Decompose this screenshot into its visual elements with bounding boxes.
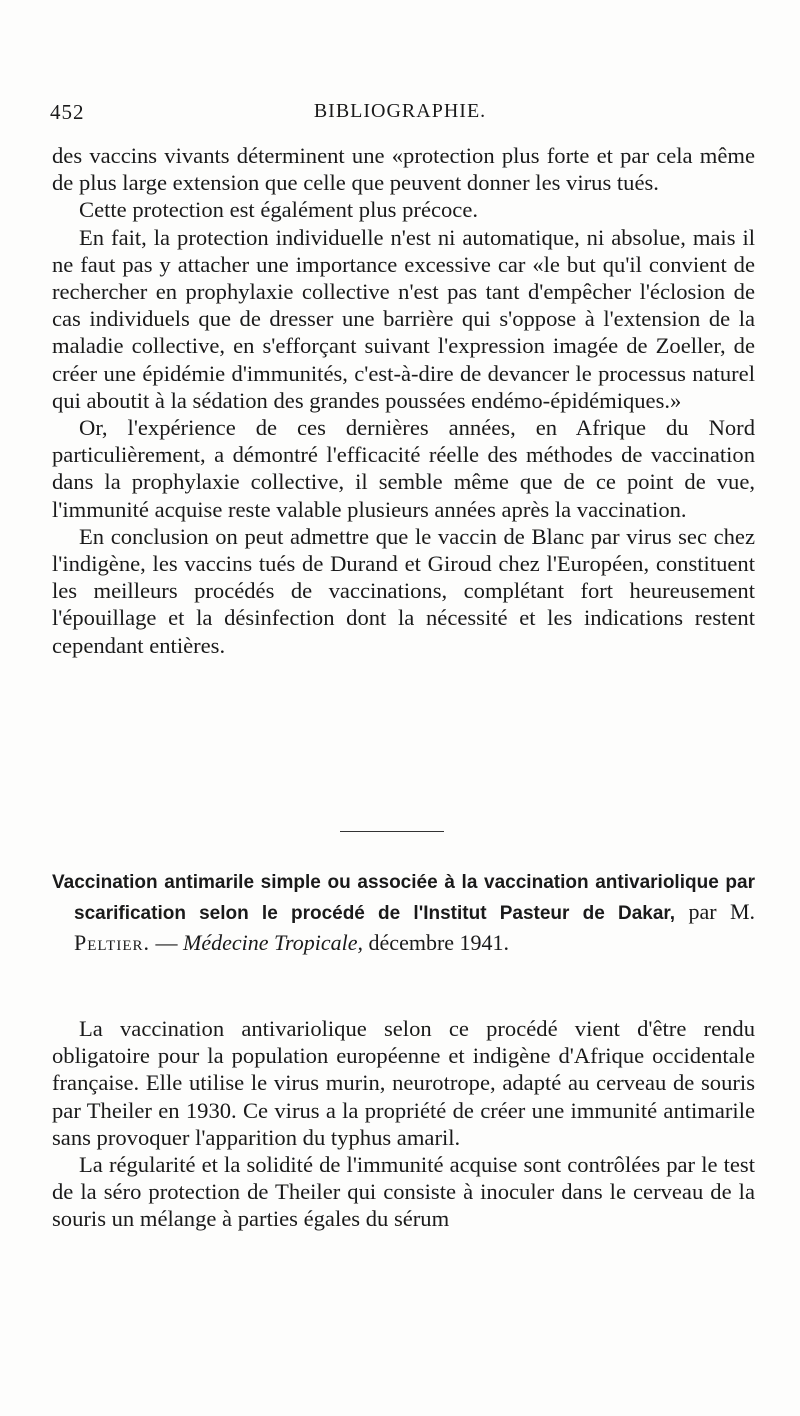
page-header	[50, 100, 750, 130]
entry-title: Vaccination antimarile simple ou associée à la vaccination antivariolique par scarification selon le procédé de l'Institut Pasteur de Dakar,	[52, 872, 755, 924]
paragraph: En conclusion on peut admettre que le vaccin de Blanc par virus sec chez l'indigène, les vaccins tués de Durand et Giroud chez l'Européen, constituent les meilleurs procédés de vaccinations, complétant fort heureusement l'épouillage et la désinfection dont la nécessité et les indications restent cependant entières.	[52, 523, 755, 658]
paragraph: Or, l'expérience de ces dernières années, en Afrique du Nord particulièrement, a démontré l'efficacité réelle des méthodes de vaccination dans la prophylaxie collective, il semble même que de ce point de vue, l'immunité acquise reste valable plusieurs années après la vaccination.	[52, 415, 755, 522]
entry-citation	[52, 866, 755, 957]
review-body	[52, 1015, 755, 1233]
running-title: BIBLIOGRAPHIE.	[313, 100, 487, 122]
paragraph: En fait, la protection individuelle n'est ni automatique, ni absolue, mais il ne faut pas y attacher une importance excessive car «le but qu'il convient de rechercher en prophylaxie collective n'est pas tant d'empêcher l'éclosion de cas individuels que de dresser une barrière qui s'oppose à l'extension de la maladie collective, en s'efforçant suivant l'expression imagée de Zoeller, de créer une épidémie d'immunités, c'est-à-dire de devancer le processus naturel qui aboutit à la sédation des grandes poussées endémo-épidémiques.»	[52, 224, 755, 413]
paragraph: Cette protection est égalément plus précoce.	[79, 197, 478, 223]
section-divider	[340, 831, 444, 832]
review-continuation	[52, 142, 755, 659]
paragraph: La vaccination antivariolique selon ce procédé vient d'être rendu obligatoire pour la population européenne et indigène d'Afrique occidentale française. Elle utilise le virus murin, neurotrope, adapté au cerveau de souris par Theiler en 1930. Ce virus a la propriété de créer une immunité antimarile sans provoquer l'apparition du typhus amaril.	[52, 1016, 755, 1150]
page-number: 452	[50, 100, 85, 124]
publication-date: décembre 1941.	[368, 930, 510, 955]
entry-by: par	[688, 899, 717, 924]
author-name: Peltier.	[74, 930, 151, 955]
author-initial: M.	[729, 899, 756, 924]
entry-dash: —	[155, 930, 178, 955]
paragraph: La régularité et la solidité de l'immunité acquise sont contrôlées par le test de la séro protection de Theiler qui consiste à inoculer dans le cerveau de la souris un mélange à parties égales du sérum	[52, 1152, 755, 1232]
journal-name: Médecine Tropicale,	[183, 930, 364, 955]
paragraph: des vaccins vivants déterminent une «protection plus forte et par cela même de plus large extension que celle que peuvent donner les virus tués.	[52, 143, 755, 196]
bibliography-entry	[52, 866, 755, 957]
